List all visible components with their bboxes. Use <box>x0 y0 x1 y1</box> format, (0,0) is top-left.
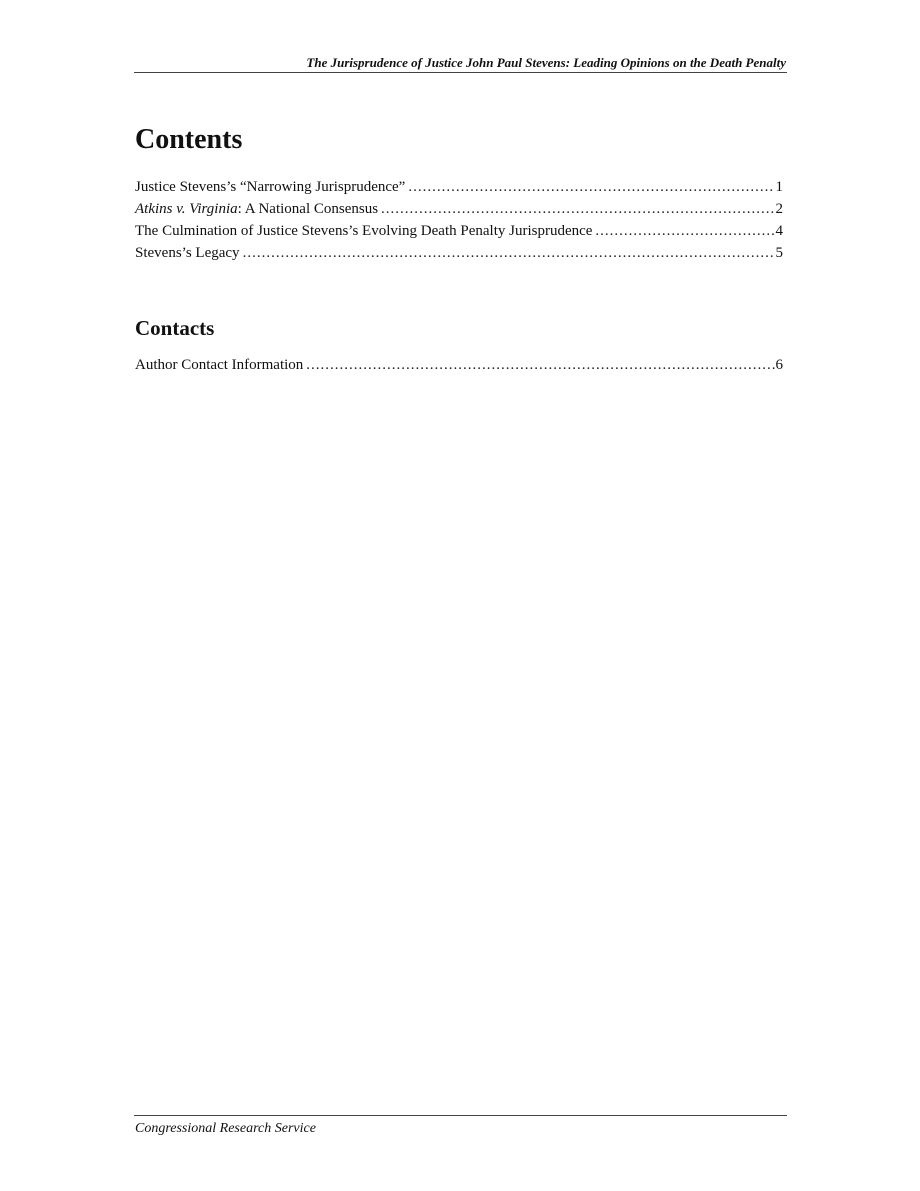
contents-heading: Contents <box>135 124 243 155</box>
toc-page-number: 2 <box>775 201 783 217</box>
toc-entry-atkins-v-virginia[interactable] <box>135 198 783 220</box>
toc-leader-dots <box>595 220 774 242</box>
contacts-list <box>135 354 783 376</box>
toc-page-number: 5 <box>775 245 783 261</box>
toc-page-number: 4 <box>775 223 783 239</box>
footer-divider <box>134 1115 787 1116</box>
toc-entry-narrowing-jurisprudence[interactable] <box>135 176 783 198</box>
toc-entry-author-contact-information[interactable] <box>135 354 783 376</box>
contents-list <box>135 176 783 264</box>
header-divider <box>134 72 787 73</box>
toc-leader-dots <box>408 176 774 198</box>
toc-entry-stevens-legacy[interactable] <box>135 242 783 264</box>
toc-entry-title-case-name: Atkins v. Virginia <box>135 201 238 217</box>
toc-page-number: 1 <box>775 179 783 195</box>
toc-entry-title: Stevens’s Legacy <box>135 245 240 261</box>
toc-entry-title: Justice Stevens’s “Narrowing Jurisprudence” <box>135 179 406 195</box>
toc-leader-dots <box>306 354 774 376</box>
toc-leader-dots <box>381 198 774 220</box>
toc-entry-title-rest: : A National Consensus <box>237 201 379 217</box>
toc-entry-culmination[interactable] <box>135 220 783 242</box>
toc-page-number: 6 <box>775 357 783 373</box>
running-footer: Congressional Research Service <box>135 1121 316 1136</box>
toc-entry-title: Author Contact Information <box>135 357 304 373</box>
toc-entry-title <box>135 198 378 220</box>
contacts-heading: Contacts <box>135 316 215 340</box>
toc-leader-dots <box>243 242 775 264</box>
running-header: The Jurisprudence of Justice John Paul Stevens: Leading Opinions on the Death Penalty <box>306 55 786 70</box>
toc-entry-title: The Culmination of Justice Stevens’s Evolving Death Penalty Jurisprudence <box>135 223 593 239</box>
